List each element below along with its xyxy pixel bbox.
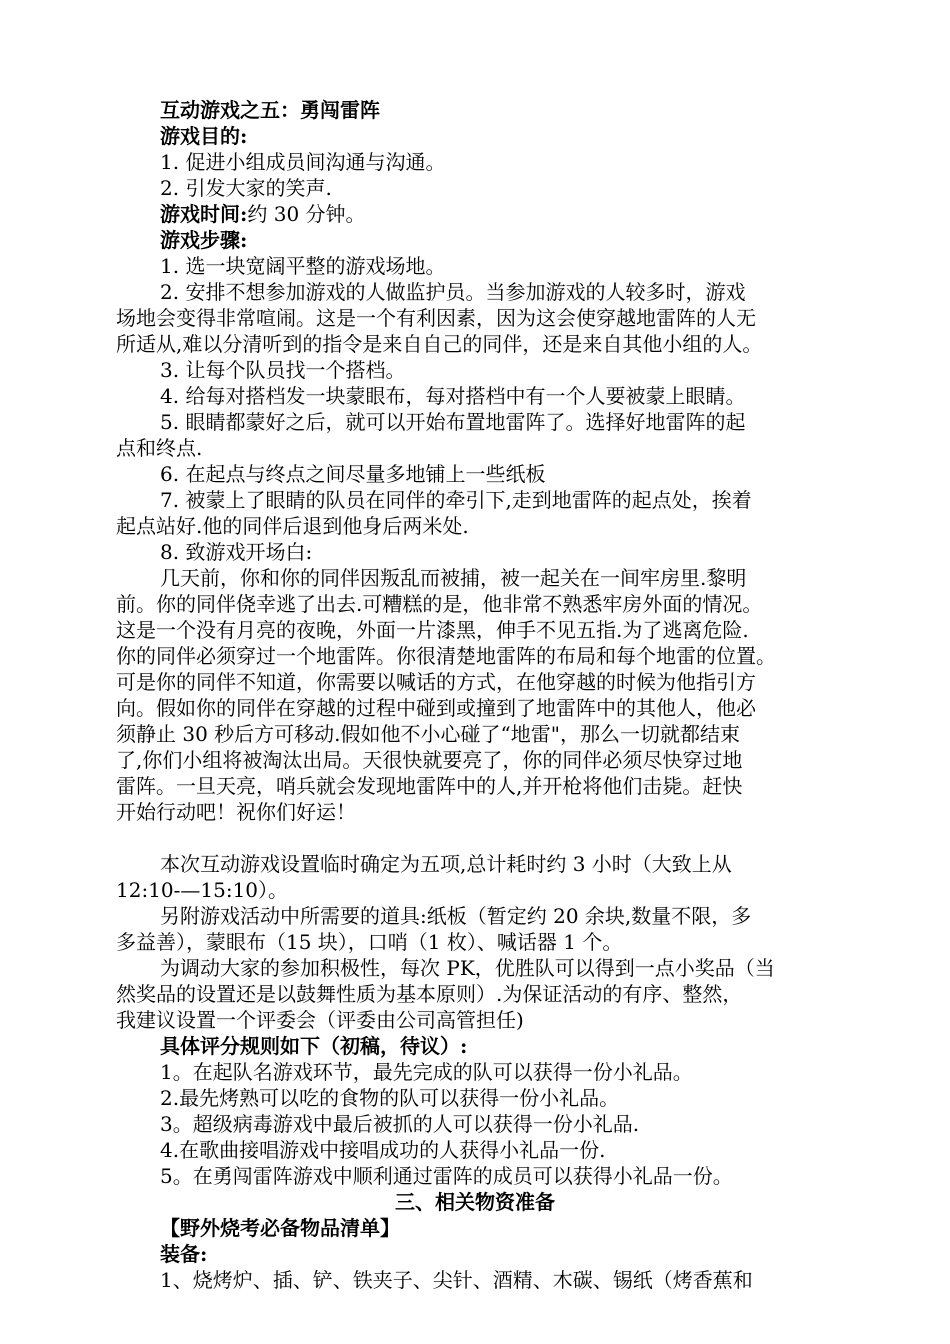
step-line: 5. 眼睛都蒙好之后，就可以开始布置地雷阵了。选择好地雷阵的起 — [160, 410, 746, 434]
step-line: 4. 给每对搭档发一块蒙眼布，每对搭档中有一个人要被蒙上眼睛。 — [160, 384, 746, 408]
speech-line: 开始行动吧！祝你们好运！ — [116, 800, 356, 824]
scoring-rule: 2.最先烤熟可以吃的食物的队可以获得一份小礼品。 — [160, 1086, 620, 1110]
section-heading: 三、相关物资准备 — [395, 1190, 555, 1214]
step-line: 所适从,难以分清听到的指令是来自自己的同伴，还是来自其他小组的人。 — [116, 332, 763, 356]
speech-line: 须静止 30 秒后方可移动.假如他不小心碰了“地雷"，那么一切就都结束 — [116, 722, 740, 746]
speech-line: 你的同伴必须穿过一个地雷阵。你很清楚地雷阵的布局和每个地雷的位置。 — [116, 644, 776, 668]
step-line: 3. 让每个队员找一个搭档。 — [160, 358, 406, 382]
equipment-item: 1、烧烤炉、插、铲、铁夹子、尖针、酒精、木碳、锡纸（烤香蕉和 — [160, 1268, 753, 1292]
step-line: 起点站好.他的同伴后退到他身后两米处. — [116, 514, 469, 538]
list-title: 【野外烧考必备物品清单】 — [160, 1216, 400, 1240]
speech-line: 这是一个没有月亮的夜晚，外面一片漆黑，伸手不见五指.为了逃离危险. — [116, 618, 749, 642]
scoring-rule: 1。在起队名游戏环节，最先完成的队可以获得一份小礼品。 — [160, 1060, 693, 1084]
summary-line: 我建议设置一个评委会（评委由公司高管担任) — [116, 1008, 524, 1032]
scoring-rule: 3。超级病毒游戏中最后被抓的人可以获得一份小礼品. — [160, 1112, 640, 1136]
speech-line: 几天前，你和你的同伴因叛乱而被捕，被一起关在一间牢房里.黎明 — [160, 566, 747, 590]
equipment-label: 装备: — [160, 1242, 208, 1266]
step-line: 7. 被蒙上了眼睛的队员在同伴的牵引下,走到地雷阵的起点处，挨着 — [160, 488, 752, 512]
game-time — [160, 201, 366, 227]
speech-line: 可是你的同伴不知道，你需要以喊话的方式，在他穿越的时候为他指引方 — [116, 670, 756, 694]
summary-line: 为调动大家的参加积极性，每次 PK，优胜队可以得到一点小奖品（当 — [160, 956, 775, 980]
scoring-rule: 4.在歌曲接唱游戏中接唱成功的人获得小礼品一份. — [160, 1138, 606, 1162]
speech-line: 雷阵。一旦天亮，哨兵就会发现地雷阵中的人,并开枪将他们击毙。赶快 — [116, 774, 743, 798]
speech-line: 前。你的同伴侥幸逃了出去.可糟糕的是，他非常不熟悉牢房外面的情况。 — [116, 592, 763, 616]
step-line: 2. 安排不想参加游戏的人做监护员。当参加游戏的人较多时，游戏 — [160, 280, 746, 304]
scoring-rule: 5。在勇闯雷阵游戏中顺利通过雷阵的成员可以获得小礼品一份。 — [160, 1164, 733, 1188]
speech-line: 了,你们小组将被淘汰出局。天很快就要亮了，你的同伴必须尽快穿过地 — [116, 748, 743, 772]
time-label: 游戏时间: — [160, 202, 248, 226]
summary-line: 12:10-—15:10）。 — [116, 878, 289, 902]
summary-line: 多益善），蒙眼布（15 块），口哨（1 枚）、喊话器 1 个。 — [116, 930, 623, 954]
summary-line: 另附游戏活动中所需要的道具:纸板（暂定约 20 余块,数量不限，多 — [160, 904, 752, 928]
step-line: 6. 在起点与终点之间尽量多地铺上一些纸板 — [160, 462, 546, 486]
summary-line: 本次互动游戏设置临时确定为五项,总计耗时约 3 小时（大致上从 — [160, 852, 732, 876]
step-line: 1. 选一块宽阔平整的游戏场地。 — [160, 254, 446, 278]
step-line: 点和终点. — [116, 436, 203, 460]
summary-line: 然奖品的设置还是以鼓舞性质为基本原则）.为保证活动的有序、整然， — [116, 982, 743, 1006]
time-value: 约 30 分钟。 — [247, 202, 366, 226]
speech-line: 向。假如你的同伴在穿越的过程中碰到或撞到了地雷阵中的其他人，他必 — [116, 696, 756, 720]
scoring-heading: 具体评分规则如下（初稿，待议）: — [160, 1034, 468, 1058]
steps-heading: 游戏步骤: — [160, 228, 248, 252]
step-line: 场地会变得非常喧闹。这是一个有利因素，因为这会使穿越地雷阵的人无 — [116, 306, 756, 330]
purpose-item: 1. 促进小组成员间沟通与沟通。 — [160, 150, 446, 174]
step-line: 8. 致游戏开场白: — [160, 540, 313, 564]
game-title: 互动游戏之五：勇闯雷阵 — [160, 98, 380, 122]
purpose-item: 2. 引发大家的笑声. — [160, 176, 332, 200]
purpose-heading: 游戏目的: — [160, 124, 248, 148]
